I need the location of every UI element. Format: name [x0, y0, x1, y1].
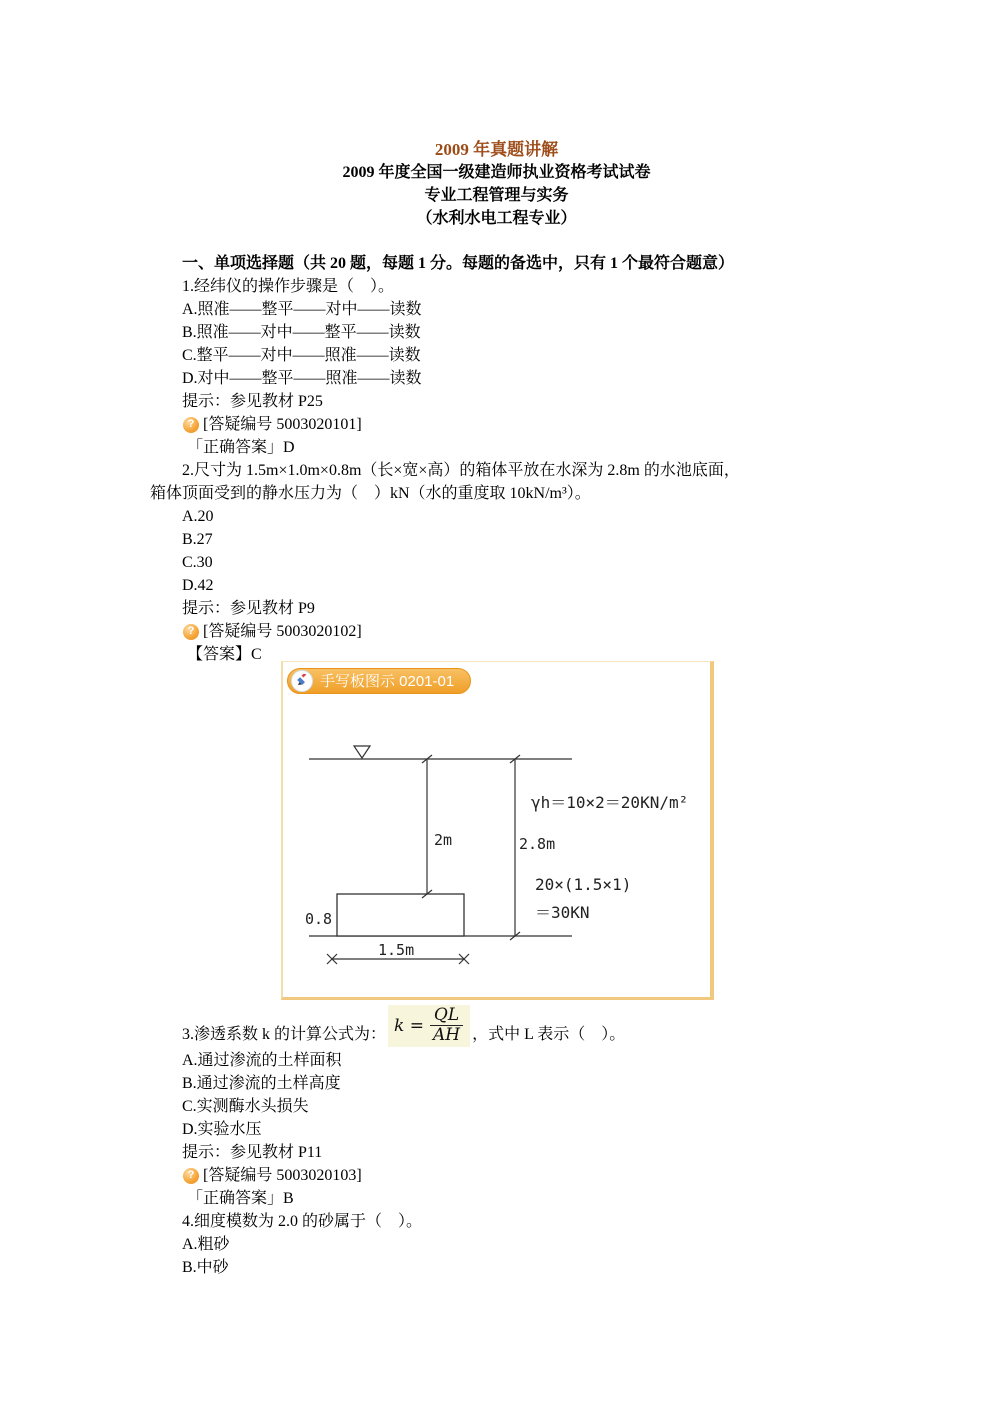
- formula-fraction: [429, 1006, 464, 1045]
- box-outline: [337, 894, 464, 936]
- exam-subject: 专业工程管理与实务: [424, 187, 569, 204]
- equation-force-line1: 20×(1.5×1): [535, 875, 632, 894]
- q3-faq-number: [答疑编号 5003020103]: [203, 1167, 362, 1184]
- formula-lhs: k =: [394, 1015, 424, 1036]
- title-block: [0, 138, 993, 230]
- q3-option-a: A.通过渗流的土样面积: [182, 1052, 342, 1069]
- q1-hint: 提示：参见教材 P25: [182, 393, 323, 410]
- q3-option-d: D.实验水压: [182, 1121, 262, 1138]
- help-icon: ?: [183, 1168, 199, 1184]
- q4-stem: 4.细度模数为 2.0 的砂属于（ ）。: [182, 1213, 423, 1230]
- question-block-2: [150, 1049, 890, 1279]
- q3-option-c: C.实测酶水头损失: [182, 1098, 309, 1115]
- formula-denominator: AH: [432, 1025, 461, 1045]
- q1-option-d: D.对中——整平——照准——读数: [182, 370, 422, 387]
- q2-faq-number: [答疑编号 5003020102]: [203, 623, 362, 640]
- section-heading: 一、单项选择题（共 20 题，每题 1 分。每题的备选中，只有 1 个最符合题意）: [182, 255, 735, 272]
- equation-force-line2: ＝30KN: [535, 903, 590, 922]
- q3-hint: 提示：参见教材 P11: [182, 1144, 323, 1161]
- q1-faq-number: [答疑编号 5003020101]: [203, 416, 362, 433]
- q2-option-c: C.30: [182, 554, 213, 571]
- q1-option-b: B.照准——对中——整平——读数: [182, 324, 421, 341]
- q4-option-b: B.中砂: [182, 1259, 229, 1276]
- q2-hint: 提示：参见教材 P9: [182, 600, 315, 617]
- q1-option-a: A.照准——整平——对中——读数: [182, 301, 422, 318]
- handwriting-board-panel: [281, 661, 714, 1000]
- q3-stem-suffix: ，式中 L 表示（ ）。: [472, 1026, 626, 1043]
- dim-label-2m: 2m: [434, 831, 453, 849]
- q2-stem-line1: 2.尺寸为 1.5m×1.0m×0.8m（长×宽×高）的箱体平放在水深为 2.8m 的水池底面，: [182, 462, 740, 479]
- page-title: 2009 年真题讲解: [434, 140, 559, 159]
- q3-answer: 「正确答案」B: [187, 1190, 294, 1207]
- q3-option-b: B.通过渗流的土样高度: [182, 1075, 341, 1092]
- q1-answer: 「正确答案」D: [187, 439, 295, 456]
- q2-stem-line2: 箱体顶面受到的静水压力为（ ）kN（水的重度取 10kN/m³）。: [150, 485, 591, 502]
- dim-label-1-5m: 1.5m: [378, 941, 415, 959]
- q1-stem: 1.经纬仪的操作步骤是（ ）。: [182, 278, 395, 295]
- q2-option-a: A.20: [182, 508, 214, 525]
- q2-option-b: B.27: [182, 531, 213, 548]
- dim-label-0-8: 0.8: [305, 910, 333, 928]
- q1-option-c: C.整平——对中——照准——读数: [182, 347, 421, 364]
- permeability-formula: [388, 1005, 470, 1047]
- handwriting-board-title: 手写板图示 0201-01: [320, 672, 455, 690]
- help-icon: ?: [183, 624, 199, 640]
- q2-faq-line: [150, 620, 890, 643]
- help-icon: ?: [183, 417, 199, 433]
- hydrostatic-pressure-diagram: [283, 662, 710, 994]
- q3-faq-line: [150, 1164, 890, 1187]
- q4-option-a: A.粗砂: [182, 1236, 230, 1253]
- q2-option-d: D.42: [182, 577, 214, 594]
- dim-label-2-8m: 2.8m: [519, 835, 556, 853]
- exam-title: 2009 年度全国一级建造师执业资格考试试卷: [342, 164, 651, 181]
- exam-major: （水利水电工程专业）: [416, 210, 577, 227]
- question-block-1: [150, 252, 890, 666]
- q2-answer: 【答案】C: [187, 646, 262, 663]
- q3-stem-row: [150, 1001, 625, 1047]
- water-surface-symbol: [354, 746, 370, 758]
- q1-faq-line: [150, 413, 890, 436]
- formula-numerator: QL: [430, 1006, 463, 1026]
- q3-stem-prefix: 3.渗透系数 k 的计算公式为：: [182, 1026, 387, 1043]
- equation-pressure: γh＝10×2＝20KN/m²: [531, 793, 689, 812]
